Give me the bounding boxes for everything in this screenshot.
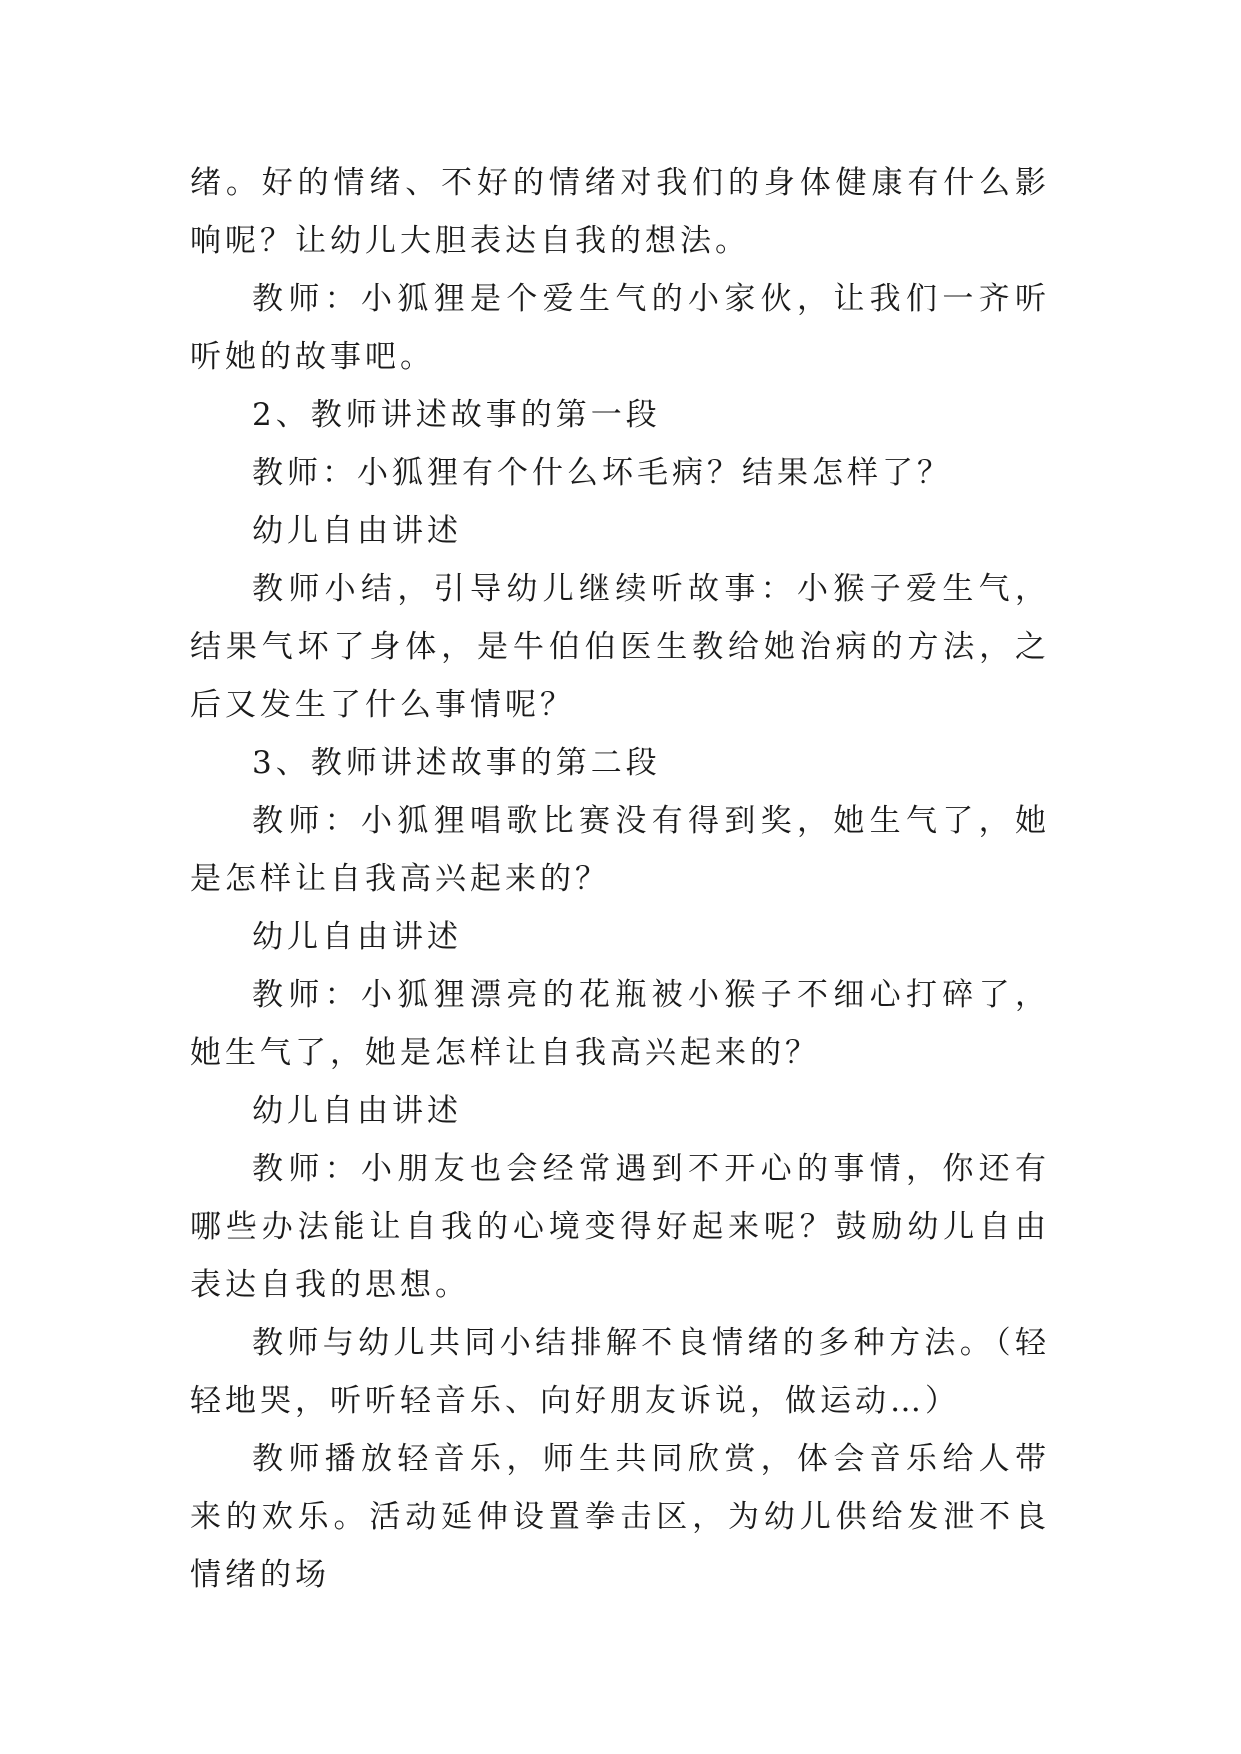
paragraph-12: 教师：小朋友也会经常遇到不开心的事情，你还有哪些办法能让自我的心境变得好起来呢？鼓励幼儿自由表达自我的思想。 bbox=[190, 1151, 1050, 1303]
paragraph-2: 教师：小狐狸是个爱生气的小家伙，让我们一齐听听她的故事吧。 bbox=[190, 281, 1050, 375]
paragraph-10: 教师：小狐狸漂亮的花瓶被小猴子不细心打碎了，她生气了，她是怎样让自我高兴起来的？ bbox=[190, 977, 1050, 1071]
paragraph-14: 教师播放轻音乐，师生共同欣赏，体会音乐给人带来的欢乐。活动延伸设置拳击区，为幼儿供给发泄不良情绪的场 bbox=[190, 1441, 1050, 1593]
paragraph-7: 3、教师讲述故事的第二段 bbox=[252, 745, 661, 781]
paragraph-13: 教师与幼儿共同小结排解不良情绪的多种方法。（轻轻地哭，听听轻音乐、向好朋友诉说，做运动…） bbox=[190, 1325, 1050, 1419]
paragraph-11: 幼儿自由讲述 bbox=[252, 1093, 462, 1129]
paragraph-3: 2、教师讲述故事的第一段 bbox=[252, 397, 661, 433]
paragraph-5: 幼儿自由讲述 bbox=[252, 513, 462, 549]
paragraph-1: 绪。好的情绪、不好的情绪对我们的身体健康有什么影响呢？让幼儿大胆表达自我的想法。 bbox=[190, 165, 1050, 259]
paragraph-9: 幼儿自由讲述 bbox=[252, 919, 462, 955]
document-body bbox=[190, 154, 1050, 1604]
paragraph-4: 教师：小狐狸有个什么坏毛病？结果怎样了？ bbox=[252, 455, 952, 491]
paragraph-6: 教师小结，引导幼儿继续听故事：小猴子爱生气，结果气坏了身体，是牛伯伯医生教给她治病的方法，之后又发生了什么事情呢？ bbox=[190, 571, 1050, 723]
paragraph-8: 教师：小狐狸唱歌比赛没有得到奖，她生气了，她是怎样让自我高兴起来的？ bbox=[190, 803, 1050, 897]
